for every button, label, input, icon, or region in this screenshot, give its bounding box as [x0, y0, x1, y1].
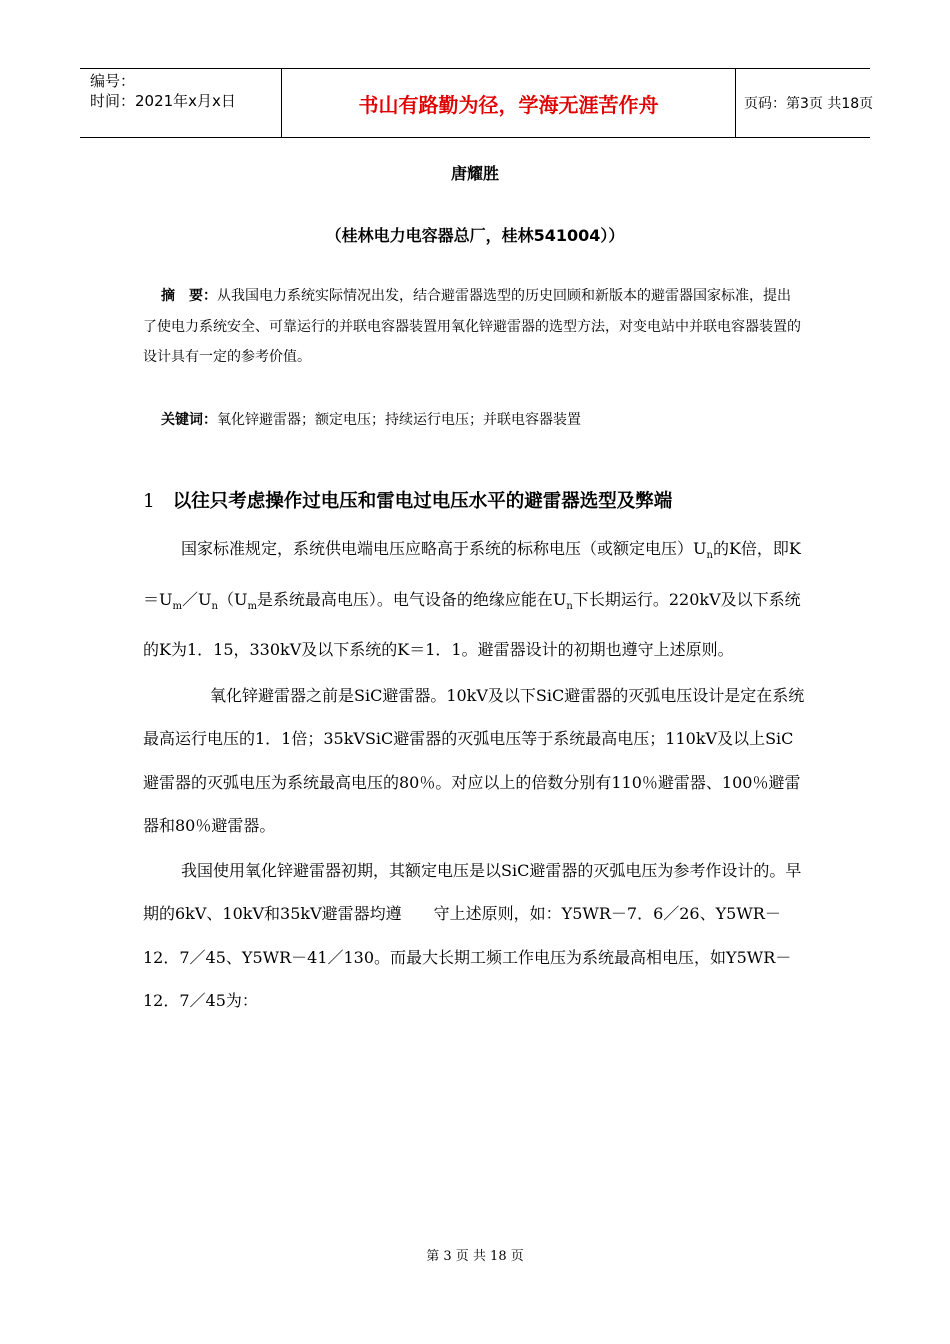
number-label: 编号： — [90, 72, 136, 90]
author-affiliation: （桂林电力电容器总厂，桂林541004）） — [325, 226, 625, 245]
paragraph-2: 氧化锌避雷器之前是SiC避雷器。10kV及以下SiC避雷器的灭弧电压设计是定在系统最高运行电压的1．1倍；35kVSiC避雷器的灭弧电压等于系统最高电压；110kV及以上SiC避雷器的灭弧电压为系统最高电压的80％。对应以上的倍数分别有110％避雷器、100％避雷器和80％避雷器。 — [143, 685, 805, 836]
header-page-info: 页码：第3页 共18页 — [744, 96, 874, 112]
p1-text-a: 国家标准规定，系统供电端电压应略高于系统的标称电压（或额定电压）U — [181, 539, 707, 558]
author-name: 唐耀胜 — [450, 164, 499, 183]
p1-sub-c: n — [211, 600, 218, 612]
p1-sub-d: m — [247, 600, 257, 612]
p1-text-b: 的K倍，即K＝U — [143, 539, 801, 609]
abstract-text: 从我国电力系统实际情况出发，结合避雷器选型的历史回顾和新版本的避雷器国家标准，提出了使电力系统安全、可靠运行的并联电容器装置用氧化锌避雷器的选型方法，对变电站中并联电容器装置的设计具有一定的参考价值。 — [143, 288, 801, 365]
p1-text-d: （U — [217, 589, 248, 609]
date-label: 时间：2021年x月x日 — [90, 92, 236, 110]
p1-sub-a: n — [706, 550, 713, 562]
p1-text-e: 是系统最高电压）。电气设备的绝缘应能在U — [256, 589, 567, 609]
p1-text-c: ／U — [181, 589, 212, 609]
page-footer: 第 3 页 共 18 页 — [426, 1249, 524, 1264]
p1-sub-e: n — [566, 600, 573, 612]
header-meta — [80, 69, 281, 137]
page-header — [80, 68, 874, 138]
section-title-text: 以往只考虑操作过电压和雷电过电压水平的避雷器选型及弊端 — [172, 491, 673, 512]
section-heading — [143, 487, 843, 513]
section-body — [143, 527, 805, 1023]
abstract-label: 摘 要： — [161, 288, 217, 304]
paragraph-1 — [143, 527, 805, 672]
keywords — [161, 405, 821, 435]
keywords-label: 关键词： — [161, 412, 217, 428]
p1-sub-b: m — [172, 600, 182, 612]
p1-text-f: 下长期运行。220kV及以下系统的K为1．15，330kV及以下系统的K＝1．1。避雷器设计的初期也遵守上述原则。 — [143, 589, 801, 660]
paragraph-3: 我国使用氧化锌避雷器初期，其额定电压是以SiC避雷器的灭弧电压为参考作设计的。早期的6kV、10kV和35kV避雷器均遵 守上述原则，如：Y5WR－7．6／26、Y5WR－12．7／45、Y5WR－41／130。而最大长期工频工作电压为系统最高相电压，如Y5WR－12．7／45为： — [143, 860, 802, 1011]
section-number: 1 — [143, 491, 155, 512]
header-motto: 书山有路勤为径，学海无涯苦作舟 — [281, 69, 736, 137]
abstract — [143, 281, 803, 373]
keywords-text: 氧化锌避雷器；额定电压；持续运行电压；并联电容器装置 — [217, 412, 581, 428]
